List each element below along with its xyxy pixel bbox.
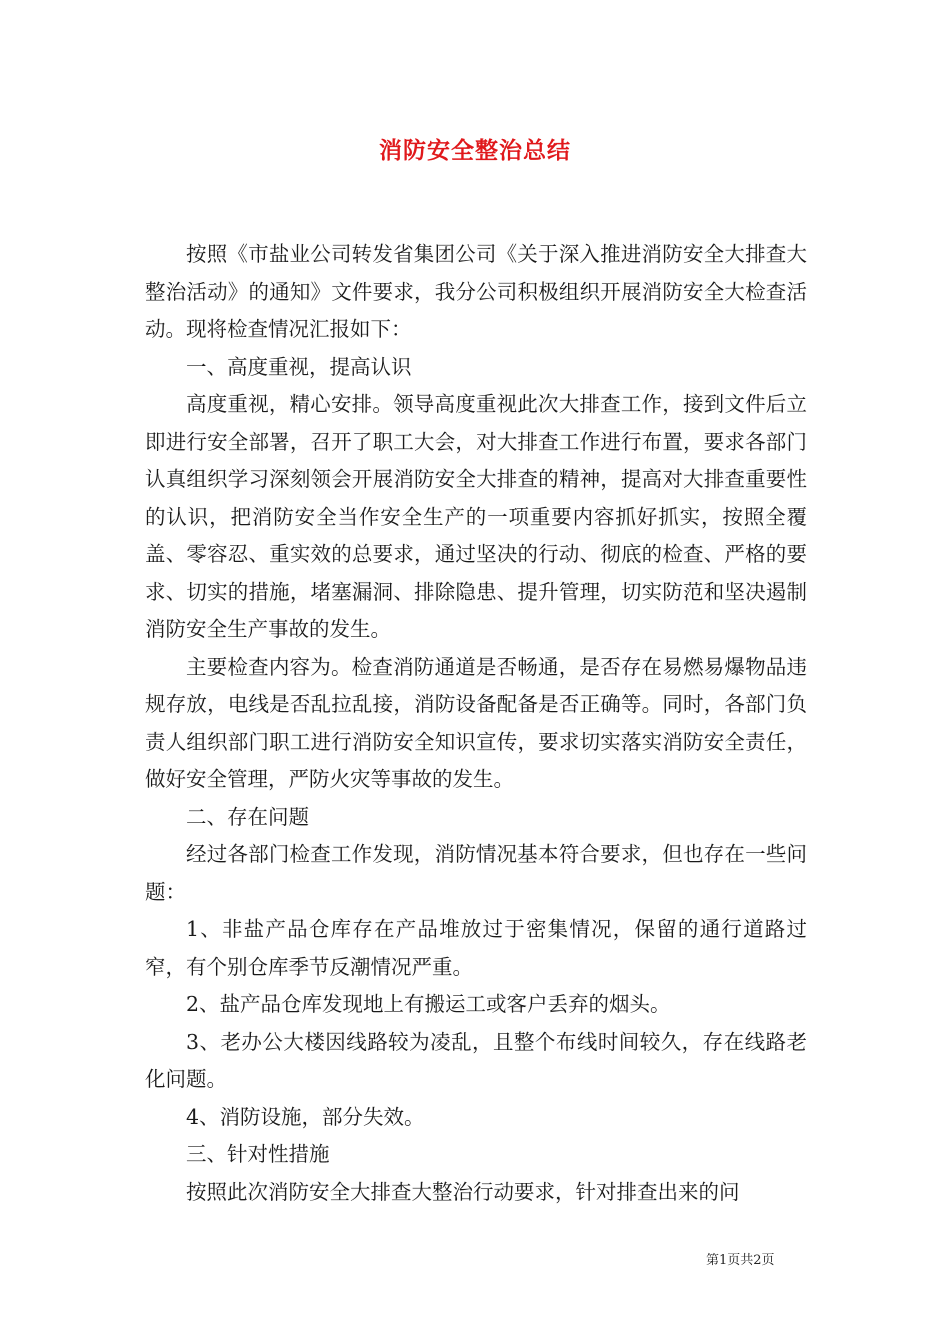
paragraph-inspection-content: 主要检查内容为。检查消防通道是否畅通，是否存在易燃易爆物品违规存放，电线是否乱拉乱接，消防设备配备是否正确等。同时，各部门负责人组织部门职工进行消防安全知识宣传，要求切实落实消防安全责任，做好安全管理，严防火灾等事故的发生。	[145, 654, 807, 791]
document-body	[145, 236, 807, 1211]
problem-item-1: 1、非盐产品仓库存在产品堆放过于密集情况，保留的通行道路过窄，有个别仓库季节反潮情况严重。	[145, 917, 807, 979]
problem-item-4: 4、消防设施，部分失效。	[186, 1104, 425, 1129]
section-heading-3: 三、针对性措施	[186, 1142, 330, 1166]
problem-item-3: 3、老办公大楼因线路较为凌乱，且整个布线时间较久，存在线路老化问题。	[145, 1029, 807, 1091]
paragraph-measures: 按照此次消防安全大排查大整治行动要求，针对排查出来的问	[186, 1179, 740, 1204]
paragraph-intro: 按照《市盐业公司转发省集团公司《关于深入推进消防安全大排查大整治活动》的通知》文件要求，我分公司积极组织开展消防安全大检查活动。现将检查情况汇报如下：	[145, 242, 807, 341]
page-number: 第1页共2页	[706, 1253, 775, 1268]
section-heading-1: 一、高度重视，提高认识	[186, 354, 412, 379]
paragraph-problems-intro: 经过各部门检查工作发现，消防情况基本符合要求，但也存在一些问题：	[145, 842, 807, 904]
problem-item-2: 2、盐产品仓库发现地上有搬运工或客户丢弃的烟头。	[186, 992, 671, 1016]
paragraph-attention: 高度重视，精心安排。领导高度重视此次大排查工作，接到文件后立即进行安全部署，召开了职工大会，对大排查工作进行布置，要求各部门认真组织学习深刻领会开展消防安全大排查的精神，提高对大排查重要性的认识，把消防安全当作安全生产的一项重要内容抓好抓实，按照全覆盖、零容忍、重实效的总要求，通过坚决的行动、彻底的检查、严格的要求、切实的措施，堵塞漏洞、排除隐患、提升管理，切实防范和坚决遏制消防安全生产事故的发生。	[145, 392, 807, 641]
document-title: 消防安全整治总结	[379, 138, 571, 164]
section-heading-2: 二、存在问题	[186, 804, 309, 829]
